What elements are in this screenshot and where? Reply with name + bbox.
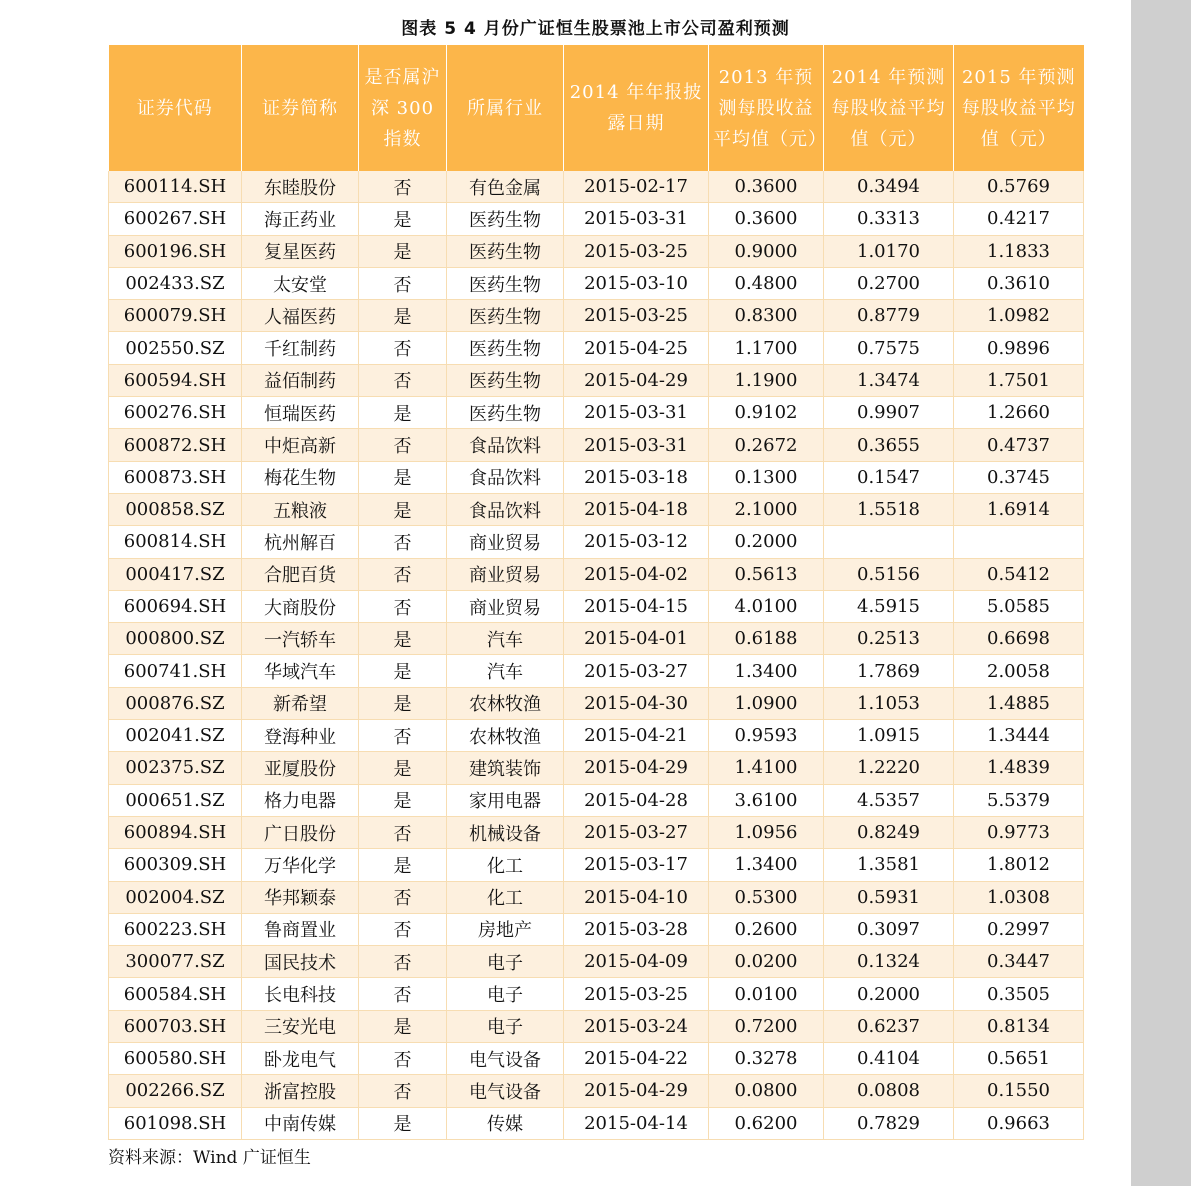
cell-eps-2013: 0.6200 xyxy=(709,1107,824,1139)
cell-stock-code: 600814.SH xyxy=(109,526,242,558)
header-eps-2013: 2013 年预测每股收益平均值（元） xyxy=(709,45,824,171)
header-eps-2014: 2014 年预测每股收益平均值（元） xyxy=(824,45,954,171)
cell-industry: 电气设备 xyxy=(447,1075,564,1107)
page-side-bar xyxy=(1131,0,1191,1186)
cell-industry: 农林牧渔 xyxy=(447,687,564,719)
cell-industry: 家用电器 xyxy=(447,784,564,816)
cell-eps-2013: 0.1300 xyxy=(709,461,824,493)
cell-hs300: 是 xyxy=(359,849,447,881)
cell-eps-2014 xyxy=(824,526,954,558)
cell-industry: 电子 xyxy=(447,1010,564,1042)
table-row xyxy=(109,461,1084,493)
cell-eps-2013: 0.5613 xyxy=(709,558,824,590)
cell-stock-name: 一汽轿车 xyxy=(242,623,359,655)
cell-hs300: 否 xyxy=(359,881,447,913)
cell-eps-2013: 0.2672 xyxy=(709,429,824,461)
cell-eps-2015: 0.3447 xyxy=(954,946,1084,978)
cell-report-date: 2015-03-28 xyxy=(564,913,709,945)
cell-eps-2014: 4.5915 xyxy=(824,590,954,622)
cell-hs300: 否 xyxy=(359,978,447,1010)
cell-report-date: 2015-03-25 xyxy=(564,235,709,267)
cell-eps-2013: 0.0800 xyxy=(709,1075,824,1107)
cell-industry: 机械设备 xyxy=(447,816,564,848)
cell-eps-2015: 5.0585 xyxy=(954,590,1084,622)
cell-eps-2014: 0.5931 xyxy=(824,881,954,913)
table-row xyxy=(109,558,1084,590)
cell-hs300: 是 xyxy=(359,687,447,719)
cell-eps-2014: 1.0915 xyxy=(824,720,954,752)
cell-eps-2015: 1.0982 xyxy=(954,300,1084,332)
cell-industry: 商业贸易 xyxy=(447,590,564,622)
cell-stock-name: 东睦股份 xyxy=(242,171,359,203)
cell-hs300: 是 xyxy=(359,1010,447,1042)
table-row xyxy=(109,752,1084,784)
cell-stock-code: 600309.SH xyxy=(109,849,242,881)
cell-stock-name: 梅花生物 xyxy=(242,461,359,493)
cell-industry: 医药生物 xyxy=(447,300,564,332)
cell-eps-2014: 0.3313 xyxy=(824,203,954,235)
cell-report-date: 2015-03-18 xyxy=(564,461,709,493)
cell-eps-2015: 0.4737 xyxy=(954,429,1084,461)
table-row xyxy=(109,1010,1084,1042)
cell-industry: 建筑装饰 xyxy=(447,752,564,784)
cell-stock-code: 600894.SH xyxy=(109,816,242,848)
cell-eps-2014: 0.1324 xyxy=(824,946,954,978)
cell-eps-2014: 4.5357 xyxy=(824,784,954,816)
table-row xyxy=(109,1043,1084,1075)
cell-hs300: 否 xyxy=(359,1075,447,1107)
cell-hs300: 否 xyxy=(359,816,447,848)
cell-stock-name: 国民技术 xyxy=(242,946,359,978)
cell-eps-2014: 0.2000 xyxy=(824,978,954,1010)
cell-hs300: 否 xyxy=(359,429,447,461)
cell-stock-code: 000800.SZ xyxy=(109,623,242,655)
cell-industry: 食品饮料 xyxy=(447,429,564,461)
cell-eps-2015: 1.6914 xyxy=(954,493,1084,525)
cell-eps-2015: 0.3505 xyxy=(954,978,1084,1010)
cell-hs300: 否 xyxy=(359,1043,447,1075)
cell-stock-code: 000876.SZ xyxy=(109,687,242,719)
header-industry: 所属行业 xyxy=(447,45,564,171)
cell-eps-2013: 0.5300 xyxy=(709,881,824,913)
cell-eps-2015: 0.5412 xyxy=(954,558,1084,590)
cell-eps-2013: 1.3400 xyxy=(709,849,824,881)
table-row xyxy=(109,429,1084,461)
cell-stock-code: 600694.SH xyxy=(109,590,242,622)
cell-hs300: 是 xyxy=(359,1107,447,1139)
cell-stock-name: 新希望 xyxy=(242,687,359,719)
cell-stock-code: 600267.SH xyxy=(109,203,242,235)
cell-stock-name: 五粮液 xyxy=(242,493,359,525)
cell-eps-2015: 1.4839 xyxy=(954,752,1084,784)
table-row xyxy=(109,235,1084,267)
cell-eps-2013: 4.0100 xyxy=(709,590,824,622)
cell-report-date: 2015-03-24 xyxy=(564,1010,709,1042)
cell-eps-2013: 1.3400 xyxy=(709,655,824,687)
table-row xyxy=(109,687,1084,719)
cell-industry: 医药生物 xyxy=(447,364,564,396)
header-stock-code: 证券代码 xyxy=(109,45,242,171)
table-row xyxy=(109,397,1084,429)
cell-industry: 化工 xyxy=(447,881,564,913)
cell-stock-code: 600223.SH xyxy=(109,913,242,945)
cell-stock-code: 600196.SH xyxy=(109,235,242,267)
cell-hs300: 否 xyxy=(359,171,447,203)
cell-stock-code: 000858.SZ xyxy=(109,493,242,525)
cell-industry: 食品饮料 xyxy=(447,461,564,493)
cell-report-date: 2015-04-29 xyxy=(564,752,709,784)
cell-report-date: 2015-04-10 xyxy=(564,881,709,913)
cell-eps-2013: 0.9000 xyxy=(709,235,824,267)
cell-stock-name: 万华化学 xyxy=(242,849,359,881)
cell-report-date: 2015-04-09 xyxy=(564,946,709,978)
cell-stock-code: 002433.SZ xyxy=(109,267,242,299)
cell-report-date: 2015-04-30 xyxy=(564,687,709,719)
cell-industry: 汽车 xyxy=(447,655,564,687)
cell-hs300: 是 xyxy=(359,784,447,816)
cell-report-date: 2015-04-01 xyxy=(564,623,709,655)
cell-report-date: 2015-03-17 xyxy=(564,849,709,881)
cell-eps-2013: 0.4800 xyxy=(709,267,824,299)
cell-eps-2013: 0.3600 xyxy=(709,203,824,235)
cell-industry: 传媒 xyxy=(447,1107,564,1139)
cell-eps-2015 xyxy=(954,526,1084,558)
header-report-date: 2014 年年报披露日期 xyxy=(564,45,709,171)
cell-industry: 医药生物 xyxy=(447,203,564,235)
table-body xyxy=(109,171,1084,1139)
cell-hs300: 是 xyxy=(359,461,447,493)
cell-stock-name: 恒瑞医药 xyxy=(242,397,359,429)
cell-hs300: 否 xyxy=(359,720,447,752)
cell-hs300: 是 xyxy=(359,752,447,784)
cell-stock-name: 太安堂 xyxy=(242,267,359,299)
cell-eps-2013: 0.9593 xyxy=(709,720,824,752)
eps-forecast-table xyxy=(108,45,1084,1140)
cell-eps-2015: 0.8134 xyxy=(954,1010,1084,1042)
cell-eps-2013: 1.0900 xyxy=(709,687,824,719)
cell-eps-2013: 1.1700 xyxy=(709,332,824,364)
cell-eps-2014: 0.9907 xyxy=(824,397,954,429)
cell-hs300: 否 xyxy=(359,364,447,396)
cell-eps-2015: 1.2660 xyxy=(954,397,1084,429)
cell-industry: 商业贸易 xyxy=(447,526,564,558)
cell-stock-name: 广日股份 xyxy=(242,816,359,848)
cell-stock-name: 人福医药 xyxy=(242,300,359,332)
cell-eps-2015: 0.9663 xyxy=(954,1107,1084,1139)
cell-eps-2015: 0.5769 xyxy=(954,171,1084,203)
cell-stock-code: 600580.SH xyxy=(109,1043,242,1075)
cell-eps-2014: 0.4104 xyxy=(824,1043,954,1075)
table-row xyxy=(109,913,1084,945)
cell-industry: 电气设备 xyxy=(447,1043,564,1075)
table-title: 图表 5 4 月份广证恒生股票池上市公司盈利预测 xyxy=(401,19,790,39)
cell-stock-code: 002550.SZ xyxy=(109,332,242,364)
cell-eps-2013: 3.6100 xyxy=(709,784,824,816)
table-row xyxy=(109,526,1084,558)
cell-stock-name: 长电科技 xyxy=(242,978,359,1010)
cell-stock-code: 000417.SZ xyxy=(109,558,242,590)
cell-report-date: 2015-04-22 xyxy=(564,1043,709,1075)
cell-eps-2013: 0.0200 xyxy=(709,946,824,978)
cell-stock-name: 合肥百货 xyxy=(242,558,359,590)
cell-eps-2014: 1.0170 xyxy=(824,235,954,267)
cell-stock-name: 杭州解百 xyxy=(242,526,359,558)
cell-report-date: 2015-04-18 xyxy=(564,493,709,525)
cell-report-date: 2015-04-28 xyxy=(564,784,709,816)
cell-hs300: 否 xyxy=(359,913,447,945)
cell-stock-code: 600741.SH xyxy=(109,655,242,687)
cell-eps-2015: 2.0058 xyxy=(954,655,1084,687)
cell-eps-2014: 0.3097 xyxy=(824,913,954,945)
cell-hs300: 是 xyxy=(359,203,447,235)
cell-eps-2013: 0.8300 xyxy=(709,300,824,332)
table-row xyxy=(109,364,1084,396)
cell-stock-name: 复星医药 xyxy=(242,235,359,267)
cell-eps-2014: 0.6237 xyxy=(824,1010,954,1042)
cell-stock-code: 300077.SZ xyxy=(109,946,242,978)
cell-hs300: 否 xyxy=(359,332,447,364)
cell-stock-name: 登海种业 xyxy=(242,720,359,752)
cell-stock-code: 600276.SH xyxy=(109,397,242,429)
cell-report-date: 2015-03-31 xyxy=(564,429,709,461)
cell-eps-2014: 0.8249 xyxy=(824,816,954,848)
cell-eps-2014: 0.8779 xyxy=(824,300,954,332)
cell-report-date: 2015-03-12 xyxy=(564,526,709,558)
cell-stock-code: 600594.SH xyxy=(109,364,242,396)
cell-stock-code: 601098.SH xyxy=(109,1107,242,1139)
cell-stock-name: 鲁商置业 xyxy=(242,913,359,945)
cell-report-date: 2015-04-21 xyxy=(564,720,709,752)
cell-stock-code: 600873.SH xyxy=(109,461,242,493)
cell-stock-code: 600584.SH xyxy=(109,978,242,1010)
header-eps-2015: 2015 年预测每股收益平均值（元） xyxy=(954,45,1084,171)
cell-eps-2014: 1.1053 xyxy=(824,687,954,719)
table-row xyxy=(109,623,1084,655)
table-header-row xyxy=(109,45,1084,171)
cell-stock-code: 600872.SH xyxy=(109,429,242,461)
cell-report-date: 2015-04-02 xyxy=(564,558,709,590)
header-stock-name: 证券简称 xyxy=(242,45,359,171)
cell-eps-2013: 0.3278 xyxy=(709,1043,824,1075)
cell-hs300: 是 xyxy=(359,493,447,525)
cell-eps-2015: 1.4885 xyxy=(954,687,1084,719)
cell-eps-2015: 1.7501 xyxy=(954,364,1084,396)
cell-report-date: 2015-04-15 xyxy=(564,590,709,622)
table-row xyxy=(109,300,1084,332)
cell-stock-name: 亚厦股份 xyxy=(242,752,359,784)
cell-industry: 化工 xyxy=(447,849,564,881)
cell-eps-2013: 0.2000 xyxy=(709,526,824,558)
cell-report-date: 2015-02-17 xyxy=(564,171,709,203)
cell-eps-2015: 0.4217 xyxy=(954,203,1084,235)
cell-eps-2015: 0.9896 xyxy=(954,332,1084,364)
cell-report-date: 2015-03-31 xyxy=(564,397,709,429)
cell-hs300: 否 xyxy=(359,267,447,299)
cell-industry: 汽车 xyxy=(447,623,564,655)
cell-eps-2014: 0.2513 xyxy=(824,623,954,655)
cell-eps-2013: 0.0100 xyxy=(709,978,824,1010)
cell-industry: 医药生物 xyxy=(447,267,564,299)
header-hs300: 是否属沪深 300 指数 xyxy=(359,45,447,171)
cell-eps-2014: 1.3474 xyxy=(824,364,954,396)
cell-eps-2014: 1.5518 xyxy=(824,493,954,525)
table-row xyxy=(109,881,1084,913)
table-row xyxy=(109,784,1084,816)
cell-industry: 电子 xyxy=(447,946,564,978)
table-row xyxy=(109,267,1084,299)
cell-eps-2014: 0.5156 xyxy=(824,558,954,590)
cell-hs300: 是 xyxy=(359,300,447,332)
cell-stock-code: 600079.SH xyxy=(109,300,242,332)
cell-stock-name: 浙富控股 xyxy=(242,1075,359,1107)
cell-eps-2014: 0.0808 xyxy=(824,1075,954,1107)
cell-stock-name: 中南传媒 xyxy=(242,1107,359,1139)
table-row xyxy=(109,978,1084,1010)
cell-stock-name: 中炬高新 xyxy=(242,429,359,461)
cell-hs300: 是 xyxy=(359,397,447,429)
cell-report-date: 2015-03-27 xyxy=(564,816,709,848)
cell-hs300: 否 xyxy=(359,558,447,590)
cell-industry: 商业贸易 xyxy=(447,558,564,590)
cell-stock-code: 000651.SZ xyxy=(109,784,242,816)
cell-industry: 医药生物 xyxy=(447,235,564,267)
cell-report-date: 2015-04-29 xyxy=(564,1075,709,1107)
cell-report-date: 2015-03-25 xyxy=(564,300,709,332)
cell-report-date: 2015-04-29 xyxy=(564,364,709,396)
cell-stock-code: 600114.SH xyxy=(109,171,242,203)
cell-industry: 食品饮料 xyxy=(447,493,564,525)
cell-industry: 房地产 xyxy=(447,913,564,945)
cell-report-date: 2015-03-25 xyxy=(564,978,709,1010)
cell-eps-2014: 1.3581 xyxy=(824,849,954,881)
cell-stock-name: 华域汽车 xyxy=(242,655,359,687)
cell-eps-2015: 0.9773 xyxy=(954,816,1084,848)
table-row xyxy=(109,1075,1084,1107)
cell-stock-code: 600703.SH xyxy=(109,1010,242,1042)
source-note: 资料来源：Wind 广证恒生 xyxy=(108,1148,311,1168)
cell-hs300: 否 xyxy=(359,590,447,622)
cell-report-date: 2015-04-25 xyxy=(564,332,709,364)
cell-eps-2015: 5.5379 xyxy=(954,784,1084,816)
table-row xyxy=(109,332,1084,364)
cell-hs300: 否 xyxy=(359,946,447,978)
table-row xyxy=(109,655,1084,687)
cell-report-date: 2015-03-31 xyxy=(564,203,709,235)
cell-eps-2013: 0.7200 xyxy=(709,1010,824,1042)
cell-stock-name: 海正药业 xyxy=(242,203,359,235)
table-row xyxy=(109,946,1084,978)
cell-stock-name: 华邦颖泰 xyxy=(242,881,359,913)
cell-stock-name: 千红制药 xyxy=(242,332,359,364)
table-row xyxy=(109,849,1084,881)
cell-industry: 有色金属 xyxy=(447,171,564,203)
cell-eps-2015: 0.3745 xyxy=(954,461,1084,493)
cell-eps-2013: 1.1900 xyxy=(709,364,824,396)
cell-eps-2014: 1.7869 xyxy=(824,655,954,687)
cell-stock-code: 002266.SZ xyxy=(109,1075,242,1107)
cell-report-date: 2015-03-10 xyxy=(564,267,709,299)
cell-stock-name: 格力电器 xyxy=(242,784,359,816)
cell-industry: 医药生物 xyxy=(447,332,564,364)
cell-stock-code: 002004.SZ xyxy=(109,881,242,913)
cell-eps-2015: 0.3610 xyxy=(954,267,1084,299)
table-row xyxy=(109,493,1084,525)
table-row xyxy=(109,816,1084,848)
cell-industry: 电子 xyxy=(447,978,564,1010)
cell-stock-name: 大商股份 xyxy=(242,590,359,622)
cell-eps-2013: 2.1000 xyxy=(709,493,824,525)
cell-eps-2014: 1.2220 xyxy=(824,752,954,784)
cell-industry: 农林牧渔 xyxy=(447,720,564,752)
cell-eps-2014: 0.3494 xyxy=(824,171,954,203)
table-row xyxy=(109,171,1084,203)
cell-stock-code: 002041.SZ xyxy=(109,720,242,752)
cell-eps-2013: 0.3600 xyxy=(709,171,824,203)
cell-eps-2015: 0.6698 xyxy=(954,623,1084,655)
cell-eps-2013: 1.4100 xyxy=(709,752,824,784)
cell-eps-2015: 1.8012 xyxy=(954,849,1084,881)
cell-hs300: 是 xyxy=(359,623,447,655)
cell-eps-2013: 0.2600 xyxy=(709,913,824,945)
cell-hs300: 否 xyxy=(359,526,447,558)
cell-report-date: 2015-04-14 xyxy=(564,1107,709,1139)
cell-report-date: 2015-03-27 xyxy=(564,655,709,687)
cell-eps-2015: 1.0308 xyxy=(954,881,1084,913)
cell-stock-name: 三安光电 xyxy=(242,1010,359,1042)
cell-stock-name: 卧龙电气 xyxy=(242,1043,359,1075)
table-row xyxy=(109,203,1084,235)
cell-eps-2015: 1.3444 xyxy=(954,720,1084,752)
cell-eps-2015: 1.1833 xyxy=(954,235,1084,267)
cell-eps-2015: 0.2997 xyxy=(954,913,1084,945)
table-row xyxy=(109,590,1084,622)
cell-eps-2014: 0.2700 xyxy=(824,267,954,299)
cell-stock-name: 益佰制药 xyxy=(242,364,359,396)
cell-hs300: 是 xyxy=(359,655,447,687)
cell-eps-2014: 0.7575 xyxy=(824,332,954,364)
table-row xyxy=(109,720,1084,752)
cell-eps-2013: 0.6188 xyxy=(709,623,824,655)
cell-eps-2014: 0.7829 xyxy=(824,1107,954,1139)
cell-eps-2015: 0.5651 xyxy=(954,1043,1084,1075)
cell-eps-2013: 0.9102 xyxy=(709,397,824,429)
cell-industry: 医药生物 xyxy=(447,397,564,429)
cell-eps-2014: 0.1547 xyxy=(824,461,954,493)
cell-eps-2014: 0.3655 xyxy=(824,429,954,461)
cell-stock-code: 002375.SZ xyxy=(109,752,242,784)
cell-eps-2013: 1.0956 xyxy=(709,816,824,848)
cell-eps-2015: 0.1550 xyxy=(954,1075,1084,1107)
cell-hs300: 是 xyxy=(359,235,447,267)
table-row xyxy=(109,1107,1084,1139)
